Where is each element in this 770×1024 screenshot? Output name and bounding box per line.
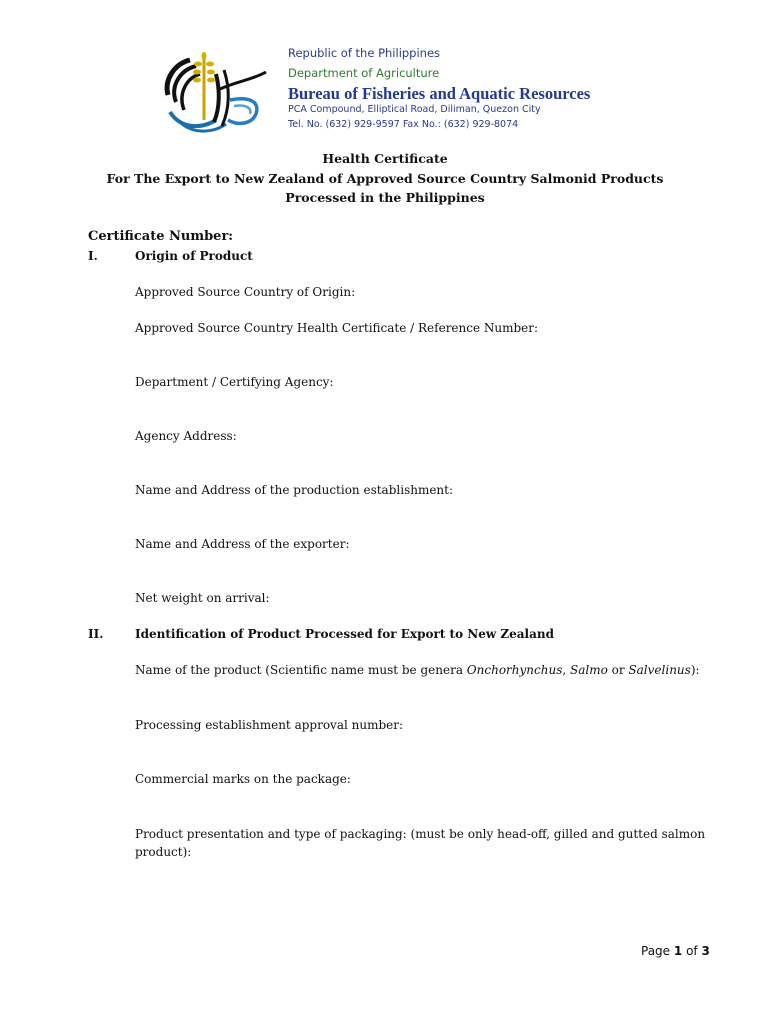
header-republic: Republic of the Philippines — [288, 46, 441, 60]
genus-onchorhynchus: Onchorhynchus — [466, 663, 563, 677]
section2-number: II. — [88, 627, 104, 641]
field-net-weight: Net weight on arrival: — [135, 591, 270, 605]
product-name-suffix: ): — [690, 663, 700, 677]
product-name-prefix: Name of the product (Scientific name must be genera — [135, 663, 467, 677]
field-product-presentation: Product presentation and type of packaging: (must be only head-off, gilled and gutted salmon product): — [135, 827, 706, 859]
field-product-name — [135, 663, 700, 677]
product-name-sep2: or — [607, 663, 629, 677]
document-subtitle-line2: Processed in the Philippines — [285, 190, 485, 205]
field-approval-number: Processing establishment approval number: — [135, 718, 404, 732]
of-word: of — [686, 944, 698, 958]
page-number — [641, 944, 710, 958]
field-source-certificate-number: Approved Source Country Health Certificate / Reference Number: — [135, 321, 539, 335]
product-name-sep1: , — [562, 663, 570, 677]
section1-number: I. — [88, 249, 98, 263]
field-source-country: Approved Source Country of Origin: — [135, 285, 356, 299]
document-title: Health Certificate — [322, 151, 448, 166]
field-production-establishment: Name and Address of the production establishment: — [135, 483, 454, 497]
certificate-number-label: Certificate Number: — [88, 229, 234, 244]
field-certifying-agency: Department / Certifying Agency: — [135, 375, 334, 389]
field-exporter: Name and Address of the exporter: — [135, 537, 350, 551]
genus-salvelinus: Salvelinus — [628, 663, 691, 677]
page-current: 1 — [673, 944, 683, 958]
bfar-logo-icon — [160, 50, 270, 135]
page-word: Page — [641, 944, 671, 958]
section1-title: Origin of Product — [135, 249, 253, 263]
field-agency-address: Agency Address: — [135, 429, 237, 443]
header-telephone: Tel. No. (632) 929-9597 Fax No.: (632) 929-8074 — [288, 119, 519, 130]
header-department: Department of Agriculture — [288, 66, 440, 80]
genus-salmo: Salmo — [570, 663, 608, 677]
section2-title: Identification of Product Processed for Export to New Zealand — [135, 627, 554, 641]
header-bureau: Bureau of Fisheries and Aquatic Resources — [288, 84, 591, 103]
field-commercial-marks: Commercial marks on the package: — [135, 772, 351, 786]
document-subtitle-line1: For The Export to New Zealand of Approved Source Country Salmonid Products — [106, 171, 664, 186]
header-address: PCA Compound, Elliptical Road, Diliman, Quezon City — [288, 104, 541, 115]
page-total: 3 — [701, 944, 710, 958]
